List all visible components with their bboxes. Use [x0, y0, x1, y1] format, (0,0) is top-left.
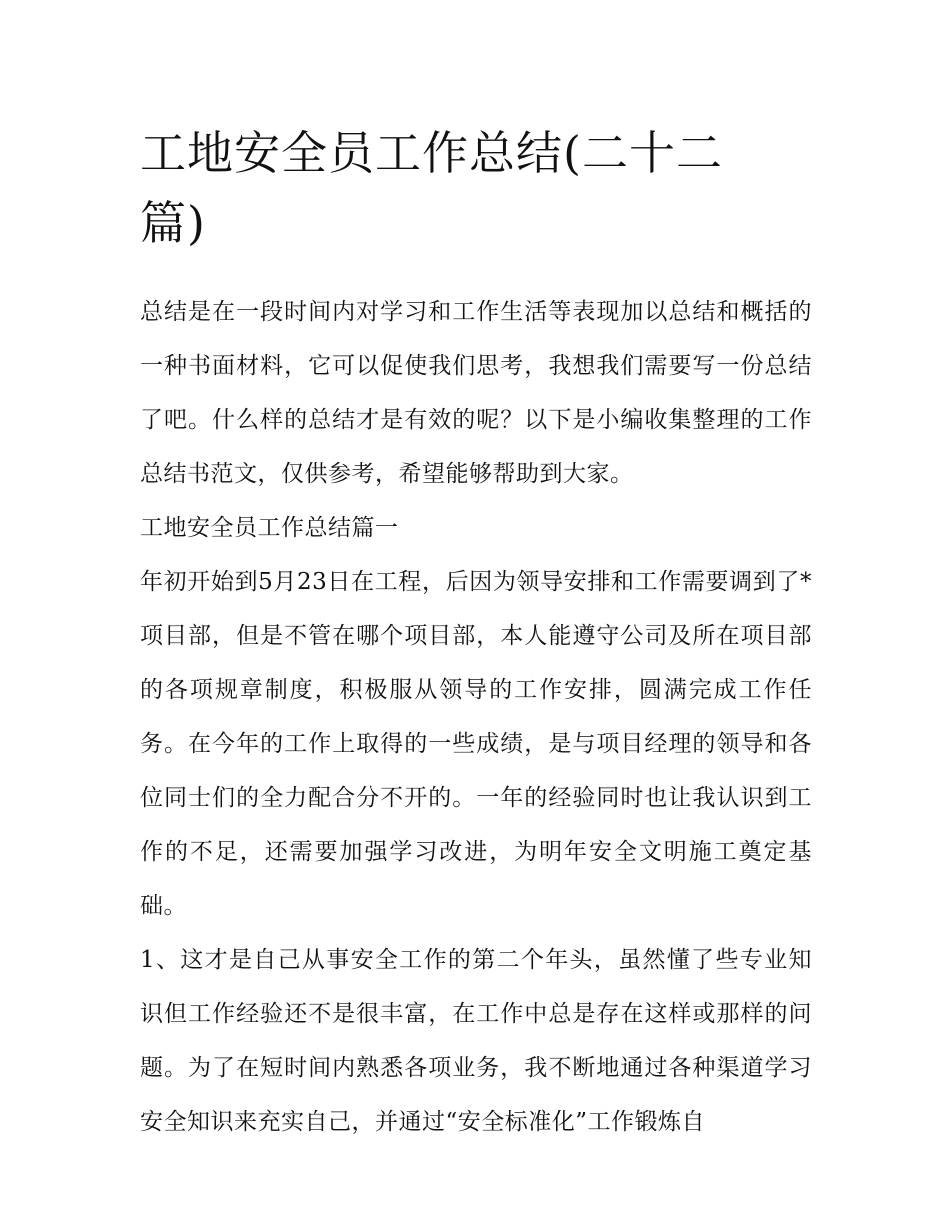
section-paragraph-2: 1、这才是自己从事安全工作的第二个年头，虽然懂了些专业知识但工作经验还不是很丰富，在工作中总是存在这样或那样的问题。为了在短时间内熟悉各项业务，我不断地通过各种渠道学习安全知识来充实自己，并通过“安全标准化”工作锻炼自 — [140, 947, 812, 1135]
section-heading: 工地安全员工作总结篇一 — [140, 515, 399, 541]
section-paragraph-1: 年初开始到5月23日在工程，后因为领导安排和工作需要调到了*项目部，但是不管在哪个项目部，本人能遵守公司及所在项目部的各项规章制度，积极服从领导的工作安排，圆满完成工作任务。在今年的工作上取得的一些成绩，是与项目经理的领导和各位同士们的全力配合分不开的。一年的经验同时也让我认识到工作的不足，还需要加强学习改进，为明年安全文明施工奠定基础。 — [140, 569, 812, 919]
intro-paragraph: 总结是在一段时间内对学习和工作生活等表现加以总结和概括的一种书面材料，它可以促使我们思考，我想我们需要写一份总结了吧。什么样的总结才是有效的呢？以下是小编收集整理的工作总结书范文，仅供参考，希望能够帮助到大家。 — [140, 299, 812, 487]
document-title: 工地安全员工作总结(二十二篇) — [140, 126, 723, 250]
document-content — [140, 118, 812, 1149]
document-body — [140, 285, 812, 1149]
